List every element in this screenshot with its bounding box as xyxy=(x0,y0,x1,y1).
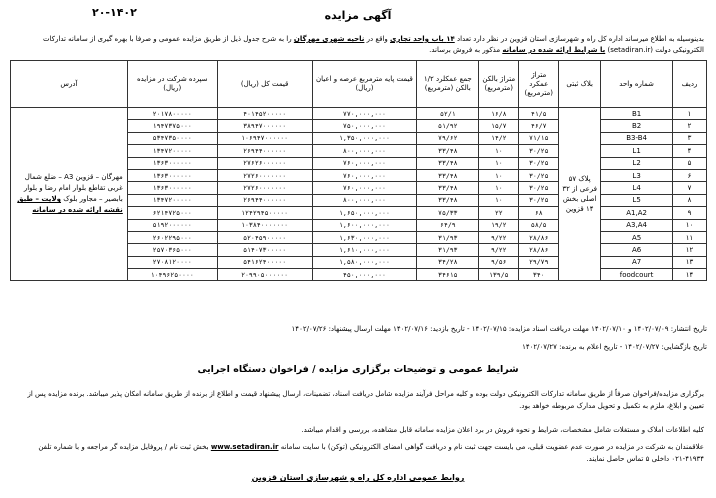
cell-base-price: ۷۵۰,۰۰۰,۰۰۰ xyxy=(312,120,417,132)
cell-deposit: ۲۶۰۲۲۹۵۰۰۰ xyxy=(127,231,217,243)
cell-total-price: ۴۰۱۴۵۲۰۰۰۰۰ xyxy=(217,108,312,120)
cell-total-price: ۲۷۲۶۰۰۰۰۰۰۰ xyxy=(217,182,312,194)
cell-base-price: ۱,۳۵۰,۰۰۰,۰۰۰ xyxy=(312,132,417,144)
cell-total-price: ۲۷۶۲۶۰۰۰۰۰۰ xyxy=(217,157,312,169)
cell-total-price: ۳۸۹۴۷۰۰۰۰۰۰ xyxy=(217,120,312,132)
cell-total-area: ۳۱/۹۳ xyxy=(417,244,479,256)
cell-unit: L5 xyxy=(601,194,673,206)
cell-base-price: ۷۶۰,۰۰۰,۰۰۰ xyxy=(312,182,417,194)
cell-base-price: ۷۶۰,۰۰۰,۰۰۰ xyxy=(312,157,417,169)
cell-balcony: ۱۳۹/۵ xyxy=(479,269,519,281)
cell-total-price: ۲۷۲۶۰۰۰۰۰۰۰ xyxy=(217,169,312,181)
cell-deposit: ۲۰۱۷۸۰۰۰۰۰ xyxy=(127,108,217,120)
cell-total-price: ۲۶۹۴۴۰۰۰۰۰۰ xyxy=(217,194,312,206)
cell-area: ۳۴۰ xyxy=(519,269,559,281)
signature: روابط عمومی اداره کل راه و شهرسازی استان قزوین xyxy=(251,473,465,482)
cell-row-number: ۴ xyxy=(673,145,707,157)
cell-unit: L3 xyxy=(601,169,673,181)
cell-deposit: ۱۹۴۷۳۷۵۰۰۰ xyxy=(127,120,217,132)
cell-total-area: ۷۹/۶۲ xyxy=(417,132,479,144)
cell-base-price: ۱,۶۳۰,۰۰۰,۰۰۰ xyxy=(312,231,417,243)
cell-row-number: ۱۲ xyxy=(673,244,707,256)
cell-unit: L4 xyxy=(601,182,673,194)
cell-row-number: ۳ xyxy=(673,132,707,144)
cell-deposit: ۱۳۴۷۲۰۰۰۰۰ xyxy=(127,145,217,157)
cell-total-price: ۱۰۶۹۴۷۰۰۰۰۰۰ xyxy=(217,132,312,144)
cell-base-price: ۸۰۰,۰۰۰,۰۰۰ xyxy=(312,194,417,206)
col-header-base-price: قیمت پایه مترمربع عرصه و اعیان (ریال) xyxy=(312,61,417,108)
cell-address xyxy=(11,108,128,281)
cell-deposit: ۱۳۴۷۲۰۰۰۰۰ xyxy=(127,194,217,206)
cell-row-number: ۵ xyxy=(673,157,707,169)
cell-balcony: ۱۰ xyxy=(479,157,519,169)
cell-total-area: ۳۴۶۱۵ xyxy=(417,269,479,281)
cell-base-price: ۱,۶۱۰,۰۰۰,۰۰۰ xyxy=(312,244,417,256)
cell-deposit: ۱۰۴۹۶۲۵۰۰۰۰ xyxy=(127,269,217,281)
col-header-deposit: سپرده شرکت در مزایده (ریال) xyxy=(127,61,217,108)
cell-unit: L2 xyxy=(601,157,673,169)
cell-base-price: ۱,۶۵۰,۰۰۰,۰۰۰ xyxy=(312,207,417,219)
cell-total-area: ۳۳/۴۸ xyxy=(417,145,479,157)
cell-area: ۳۰/۲۵ xyxy=(519,194,559,206)
cell-balcony: ۱۴/۲ xyxy=(479,132,519,144)
intro-units-highlight: ۱۴ باب واحد تجاری xyxy=(389,35,455,43)
col-header-address: آدرس xyxy=(11,61,128,108)
cell-unit: foodcourt xyxy=(601,269,673,281)
address-highlight: ولایت – طبق نقشه ارائه شده در سامانه xyxy=(17,195,123,215)
cell-total-area: ۵۲/۱ xyxy=(417,108,479,120)
cell-total-area: ۳۴/۲۸ xyxy=(417,256,479,268)
condition-3-text-a: علاقمندان به شرکت در مزایده در صورت عدم عضویت قبلی، می بایست جهت ثبت نام و دریافت گواهی امضای الکترونیکی (توکن) با سایت سامانه xyxy=(280,443,704,451)
dates-line-1: تاریخ انتشار: ۱۴۰۲/۰۷/۰۹ و ۱۴۰۲/۰۷/۱۰ مهلت دریافت اسناد مزایده: ۱۴۰۲/۰۷/۱۵ - تاریخ بازدید: ۱۴۰۲/۰۷/۱۶ مهلت ارسال پیشنهاد: ۱۴۰۲/۰۷/۲۶ xyxy=(291,325,707,333)
cell-area: ۳۰/۲۵ xyxy=(519,182,559,194)
intro-terms-highlight: با شرایط ارائه شده در سامانه xyxy=(502,46,606,54)
cell-deposit: ۲۷۰۸۱۲۰۰۰۰ xyxy=(127,256,217,268)
cell-total-area: ۵۱/۹۲ xyxy=(417,120,479,132)
condition-3-text-b: بخش ثبت نام / پروفایل مزایده گر مراجعه و با شماره تلفن ۴۱۹۳۴-۰۲۱ داخلی ۵ تماس حاصل نمایند. xyxy=(38,443,704,463)
cell-balcony: ۱۰ xyxy=(479,145,519,157)
cell-total-area: ۷۵/۳۳ xyxy=(417,207,479,219)
cell-row-number: ۶ xyxy=(673,169,707,181)
cell-deposit: ۱۳۶۳۰۰۰۰۰۰ xyxy=(127,169,217,181)
cell-total-price: ۱۲۴۲۹۴۵۰۰۰۰۰ xyxy=(217,207,312,219)
cell-row-number: ۱۴ xyxy=(673,269,707,281)
cell-area: ۶۸ xyxy=(519,207,559,219)
cell-deposit: ۶۲۱۴۷۲۵۰۰۰ xyxy=(127,207,217,219)
cell-total-area: ۳۳/۴۸ xyxy=(417,169,479,181)
cell-unit: A6 xyxy=(601,244,673,256)
cell-balcony: ۱۶/۸ xyxy=(479,108,519,120)
cell-total-price: ۲۰۹۹۰۵۰۰۰۰۰۰ xyxy=(217,269,312,281)
cell-unit: L1 xyxy=(601,145,673,157)
page-title: آگهی مزایده xyxy=(324,9,392,22)
col-header-total-area: جمع عمکلرد ۱/۲ بالکن (مترمربع) xyxy=(417,61,479,108)
cell-total-price: ۲۶۹۴۴۰۰۰۰۰۰ xyxy=(217,145,312,157)
condition-3 xyxy=(14,441,704,465)
cell-deposit: ۱۳۶۳۰۰۰۰۰۰ xyxy=(127,157,217,169)
cell-unit: B2 xyxy=(601,120,673,132)
cell-deposit: ۵۳۴۷۳۵۰۰۰۰ xyxy=(127,132,217,144)
col-header-balcony: متراژ بالکن (مترمربع) xyxy=(479,61,519,108)
cell-area: ۲۸/۸۶ xyxy=(519,244,559,256)
cell-deposit: ۱۳۶۳۰۰۰۰۰۰ xyxy=(127,182,217,194)
intro-area-highlight: ناحیه شهری مهرگان xyxy=(293,35,365,43)
cell-total-price: ۵۱۴۰۷۳۰۰۰۰۰ xyxy=(217,244,312,256)
cell-area: ۴۶/۷ xyxy=(519,120,559,132)
cell-unit: A1,A2 xyxy=(601,207,673,219)
cell-deposit: ۲۵۷۰۳۶۵۰۰۰ xyxy=(127,244,217,256)
cell-balcony: ۹/۵۶ xyxy=(479,256,519,268)
cell-base-price: ۸۰۰,۰۰۰,۰۰۰ xyxy=(312,145,417,157)
cell-area: ۵۸/۵ xyxy=(519,219,559,231)
cell-balcony: ۱۹/۲ xyxy=(479,219,519,231)
cell-row-number: ۲ xyxy=(673,120,707,132)
intro-text-3: واقع در xyxy=(366,35,388,43)
intro-paragraph xyxy=(10,34,704,56)
cell-row-number: ۸ xyxy=(673,194,707,206)
header-number: ۲۰-۱۴۰۲ xyxy=(92,6,137,19)
conditions-title: شرایط عمومی و توضیحات برگزاری مزایده / فراخوان دستگاه اجرایی xyxy=(197,364,519,375)
cell-balcony: ۱۵/۷ xyxy=(479,120,519,132)
cell-row-number: ۱۱ xyxy=(673,231,707,243)
cell-unit: B3-B4 xyxy=(601,132,673,144)
table-header-row xyxy=(11,61,707,108)
cell-area: ۷۱/۱۵ xyxy=(519,132,559,144)
col-header-block: بلاک ثبتی xyxy=(559,61,601,108)
cell-balcony: ۱۰ xyxy=(479,182,519,194)
cell-area: ۳۰/۲۵ xyxy=(519,145,559,157)
cell-base-price: ۱,۶۰۰,۰۰۰,۰۰۰ xyxy=(312,219,417,231)
cell-unit: A3,A4 xyxy=(601,219,673,231)
intro-text-5: را به شرح جدول ذیل از طریق مزایده عمومی و صرفا با بهره گیری از سامانه تدارکات الکترونیکی دولت (setadiran.ir) xyxy=(42,35,704,54)
cell-area: ۴۱/۵ xyxy=(519,108,559,120)
intro-text-7: مذکور به فروش برساند. xyxy=(429,46,501,54)
cell-balcony: ۲۲ xyxy=(479,207,519,219)
cell-base-price: ۱,۵۸۰,۰۰۰,۰۰۰ xyxy=(312,256,417,268)
setadiran-link[interactable]: www.setadiran.ir xyxy=(210,443,279,451)
cell-total-area: ۳۳/۴۸ xyxy=(417,182,479,194)
cell-area: ۲۹/۷۹ xyxy=(519,256,559,268)
cell-row-number: ۱۰ xyxy=(673,219,707,231)
cell-total-price: ۱۰۳۸۴۰۰۰۰۰۰۰ xyxy=(217,219,312,231)
cell-balcony: ۱۰ xyxy=(479,169,519,181)
col-header-area: متراژ عمکرد (مترمربع) xyxy=(519,61,559,108)
cell-base-price: ۴۵۰,۰۰۰,۰۰۰ xyxy=(312,269,417,281)
cell-area: ۳۰/۲۵ xyxy=(519,169,559,181)
cell-unit: A7 xyxy=(601,256,673,268)
cell-total-area: ۶۴/۹ xyxy=(417,219,479,231)
cell-area: ۳۰/۲۵ xyxy=(519,157,559,169)
cell-deposit: ۵۱۹۲۰۰۰۰۰۰ xyxy=(127,219,217,231)
table-row xyxy=(11,108,707,120)
address-text: مهرگان – قزوین A3 – ضلع شمال غربی تقاطع بلوار امام رضا و بلوار بابصیر – مجاور بلوک xyxy=(23,173,123,204)
cell-row-number: ۱۳ xyxy=(673,256,707,268)
cell-base-price: ۷۶۰,۰۰۰,۰۰۰ xyxy=(312,169,417,181)
cell-total-area: ۳۳/۴۸ xyxy=(417,157,479,169)
cell-total-price: ۵۲۰۴۵۹۰۰۰۰۰ xyxy=(217,231,312,243)
cell-unit: B1 xyxy=(601,108,673,120)
auction-table xyxy=(10,60,707,281)
cell-area: ۲۸/۸۶ xyxy=(519,231,559,243)
cell-block: پلاک ۵۷ فرعی از ۳۲ اصلی بخش ۱۴ قزوین xyxy=(559,108,601,281)
condition-1: برگزاری مزایده/فراخوان صرفاً از طریق سامانه تدارکات الکترونیکی دولت بوده و کلیه مراحل فرآیند مزایده شامل دریافت اسناد، تضمینات، ارسال پیشنهاد قیمت و اطلاع از برنده از طریق سامانه امکان پذیر میباشد. برنده مزایده پس از تعیین و ابلاغ، ملزم به تکمیل و تحویل مدارک مربوطه خواهد بود. xyxy=(27,390,704,410)
cell-row-number: ۱ xyxy=(673,108,707,120)
intro-text-1: بدینوسیله به اطلاع میرساند اداره کل راه و شهرسازی استان قزوین در نظر دارد تعداد xyxy=(456,35,704,43)
cell-total-area: ۳۱/۹۳ xyxy=(417,231,479,243)
col-header-row-number: ردیف xyxy=(673,61,707,108)
cell-balcony: ۱۰ xyxy=(479,194,519,206)
dates-line-2: تاریخ بازگشایی: ۱۴۰۲/۰۷/۲۷ - تاریخ اعلام به برنده: ۱۴۰۲/۰۷/۲۷ xyxy=(522,343,707,351)
cell-unit: A5 xyxy=(601,231,673,243)
col-header-unit: شماره واحد xyxy=(601,61,673,108)
cell-total-price: ۵۴۱۶۲۴۰۰۰۰۰ xyxy=(217,256,312,268)
cell-balcony: ۹/۲۲ xyxy=(479,244,519,256)
col-header-total-price: قیمت کل (ریال) xyxy=(217,61,312,108)
cell-total-area: ۳۳/۴۸ xyxy=(417,194,479,206)
cell-row-number: ۷ xyxy=(673,182,707,194)
cell-balcony: ۹/۲۲ xyxy=(479,231,519,243)
condition-2: کلیه اطلاعات املاک و مستغلات شامل مشخصات، شرایط و نحوه فروش در برد اعلان مزایده سامانه قابل مشاهده، بررسی و اقدام میباشد. xyxy=(301,426,704,434)
cell-row-number: ۹ xyxy=(673,207,707,219)
cell-base-price: ۷۷۰,۰۰۰,۰۰۰ xyxy=(312,108,417,120)
